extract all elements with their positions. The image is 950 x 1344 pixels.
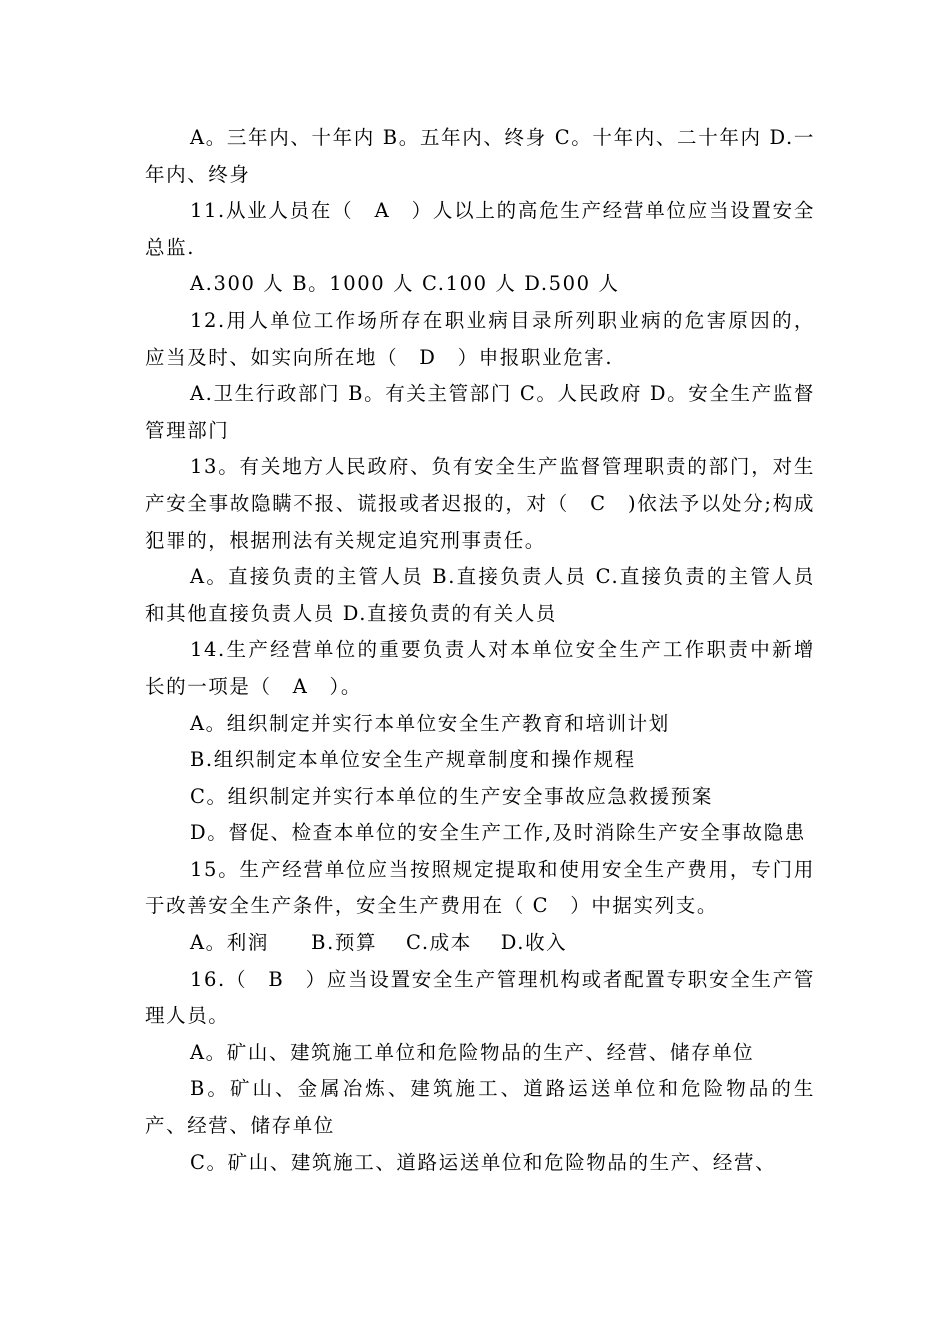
paragraph-q14: 14.生产经营单位的重要负责人对本单位安全生产工作职责中新增长的一项是（ A ）。 bbox=[145, 638, 815, 698]
paragraph-q14-option-a: A。组织制定并实行本单位安全生产教育和培训计划 bbox=[190, 711, 670, 735]
paragraph-q11: 11.从业人员在（ A ）人以上的高危生产经营单位应当设置安全总监. bbox=[145, 199, 815, 259]
paragraph-q10-options: A。三年内、十年内 B。五年内、终身 C。十年内、二十年内 D.一年内、终身 bbox=[145, 126, 815, 186]
paragraph-q12-options: A.卫生行政部门 B。有关主管部门 C。人民政府 D。安全生产监督管理部门 bbox=[145, 382, 815, 442]
paragraph-q14-option-b: B.组织制定本单位安全生产规章制度和操作规程 bbox=[190, 748, 636, 772]
paragraph-q15: 15。生产经营单位应当按照规定提取和使用安全生产费用，专门用于改善安全生产条件，安全生产费用在（ C ）中据实列支。 bbox=[145, 857, 815, 918]
paragraph-q16-option-a: A。矿山、建筑施工单位和危险物品的生产、经营、储存单位 bbox=[190, 1040, 755, 1064]
paragraph-q14-option-d: D。督促、检查本单位的安全生产工作,及时消除生产安全事故隐患 bbox=[190, 821, 806, 845]
paragraph-q13: 13。有关地方人民政府、负有安全生产监督管理职责的部门，对生产安全事故隐瞒不报、谎报或者迟报的，对（ C )依法予以处分;构成犯罪的，根据刑法有关规定追究刑事责任。 bbox=[145, 455, 815, 552]
paragraph-q11-options: A.300 人 B。1000 人 C.100 人 D.500 人 bbox=[190, 272, 620, 296]
paragraph-q15-options: A。利润 B.预算 C.成本 D.收入 bbox=[190, 931, 568, 955]
paragraph-q16-option-c: C。矿山、建筑施工、道路运送单位和危险物品的生产、经营、 bbox=[190, 1150, 777, 1174]
paragraph-q12: 12.用人单位工作场所存在职业病目录所列职业病的危害原因的，应当及时、如实向所在地（ D ）申报职业危害. bbox=[145, 308, 815, 369]
paragraph-q14-option-c: C。组织制定并实行本单位的生产安全事故应急救援预案 bbox=[190, 784, 713, 808]
paragraph-q13-options: A。直接负责的主管人员 B.直接负责人员 C.直接负责的主管人员和其他直接负责人员 D.直接负责的有关人员 bbox=[145, 565, 815, 625]
document-page bbox=[145, 120, 815, 1181]
paragraph-q16: 16.（ B ）应当设置安全生产管理机构或者配置专职安全生产管理人员。 bbox=[145, 967, 815, 1028]
paragraph-q16-option-b: B。矿山、金属冶炼、建筑施工、道路运送单位和危险物品的生产、经营、储存单位 bbox=[145, 1077, 815, 1138]
